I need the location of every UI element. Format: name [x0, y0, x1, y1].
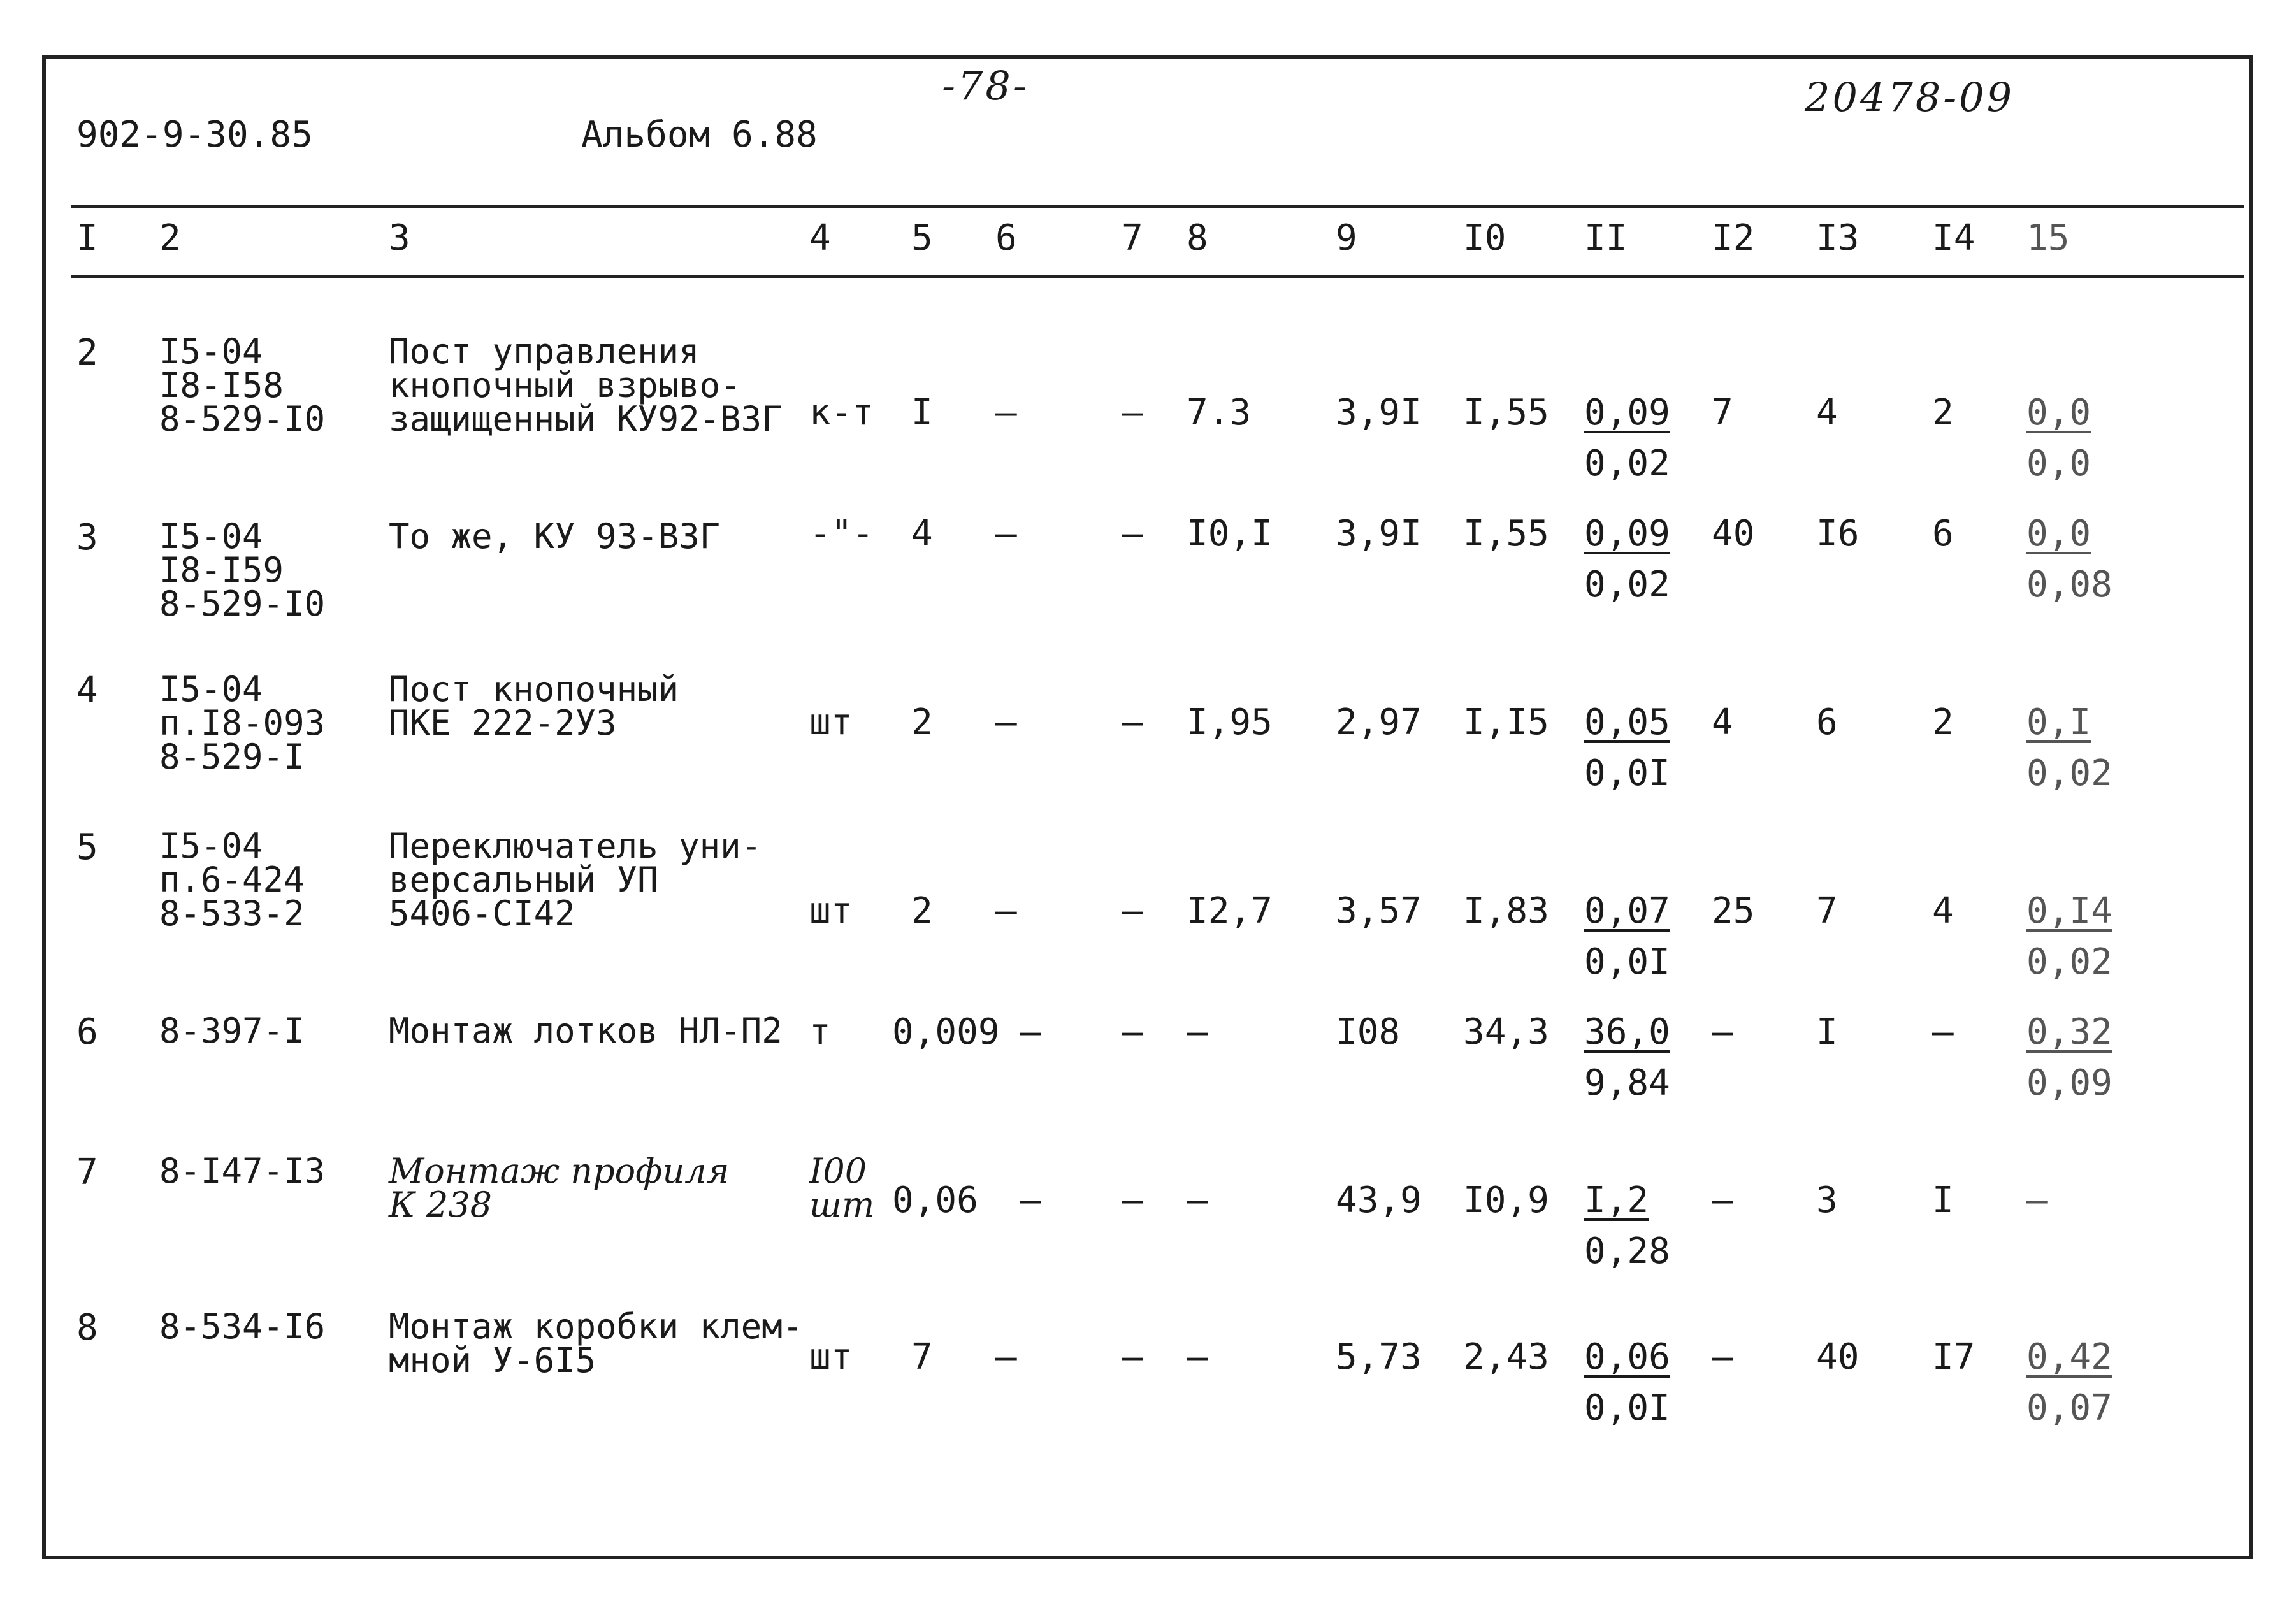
col-7: – — [1122, 1011, 1143, 1053]
col-11-top: 0,09 — [1584, 392, 1670, 433]
column-header-6: 6 — [995, 217, 1017, 259]
sheet-number: 20478-09 — [1805, 74, 2015, 120]
column-header-top-rule — [71, 205, 2244, 208]
col-13: I6 — [1816, 513, 1859, 554]
col-15-top: 0,0 — [2026, 392, 2091, 433]
col-6: – — [995, 513, 1017, 554]
col-14: 2 — [1932, 702, 1954, 743]
col-6: – — [995, 890, 1017, 932]
col-7: – — [1122, 1180, 1143, 1221]
norm-codes: I5-04 п.I8-093 8-529-I — [159, 669, 326, 777]
work-name: Пост управления кнопочный взрыво- защищенный КУ92-ВЗГ — [389, 331, 783, 439]
col-13: 6 — [1816, 702, 1838, 743]
col-12: – — [1712, 1180, 1733, 1221]
column-header-13: I3 — [1816, 217, 1859, 259]
col-12: 4 — [1712, 702, 1733, 743]
col-14: 2 — [1932, 392, 1954, 433]
col-13: 4 — [1816, 392, 1838, 433]
col-14: – — [1932, 1011, 1954, 1053]
col-7: – — [1122, 513, 1143, 554]
row-number: 5 — [76, 827, 98, 868]
column-header-8: 8 — [1187, 217, 1208, 259]
col-15-top: 0,I — [2026, 702, 2091, 743]
work-name: Монтаж профиля К 238 — [389, 1151, 730, 1225]
col-12: – — [1712, 1336, 1733, 1378]
col-14: 6 — [1932, 513, 1954, 554]
col-7: – — [1122, 392, 1143, 433]
col-11-top: 36,0 — [1584, 1011, 1670, 1053]
column-header-2: 2 — [159, 217, 181, 259]
col-10: I,I5 — [1463, 702, 1549, 743]
unit: шт — [809, 890, 853, 932]
col-15-top: 0,42 — [2026, 1336, 2112, 1378]
col-9: 5,73 — [1336, 1336, 1422, 1378]
quantity: 7 — [911, 1336, 933, 1378]
col-8: – — [1187, 1336, 1208, 1378]
col-9: 3,9I — [1336, 392, 1422, 433]
col-9: 43,9 — [1336, 1180, 1422, 1221]
col-6: – — [995, 392, 1017, 433]
row-number: 7 — [76, 1152, 98, 1193]
col-13: 7 — [1816, 890, 1838, 932]
col-7: – — [1122, 1336, 1143, 1378]
page-number: -78- — [942, 62, 1029, 109]
col-6: – — [995, 1336, 1017, 1378]
col-15-bottom: 0,09 — [2026, 1062, 2112, 1104]
row-number: 8 — [76, 1307, 98, 1348]
row-number: 2 — [76, 332, 98, 373]
col-7: – — [1122, 702, 1143, 743]
column-header-9: 9 — [1336, 217, 1357, 259]
col-11-bottom: 9,84 — [1584, 1062, 1670, 1104]
norm-codes: I5-04 I8-I59 8-529-I0 — [159, 516, 326, 624]
col-8: 7.3 — [1187, 392, 1252, 433]
col-10: I0,9 — [1463, 1180, 1549, 1221]
col-11-bottom: 0,0I — [1584, 941, 1670, 983]
col-8: – — [1187, 1180, 1208, 1221]
col-15-bottom: 0,02 — [2026, 941, 2112, 983]
column-header-3: 3 — [389, 217, 410, 259]
row-number: 4 — [76, 670, 98, 711]
col-10: 34,3 — [1463, 1011, 1549, 1053]
col-15-bottom: 0,02 — [2026, 753, 2112, 794]
col-12: 7 — [1712, 392, 1733, 433]
work-name: Пост кнопочный ПКЕ 222-2У3 — [389, 669, 679, 743]
col-11-bottom: 0,0I — [1584, 1387, 1670, 1429]
col-15-bottom: 0,08 — [2026, 564, 2112, 605]
column-header-5: 5 — [911, 217, 933, 259]
quantity: 2 — [911, 890, 933, 932]
col-10: I,83 — [1463, 890, 1549, 932]
col-15-top: 0,32 — [2026, 1011, 2112, 1053]
col-11-bottom: 0,02 — [1584, 564, 1670, 605]
col-10: I,55 — [1463, 513, 1549, 554]
col-15-top: 0,I4 — [2026, 890, 2112, 932]
norm-codes: 8-397-I — [159, 1011, 305, 1051]
quantity: 4 — [911, 513, 933, 554]
norm-codes: 8-534-I6 — [159, 1306, 326, 1347]
page-frame — [42, 55, 2253, 1559]
col-6: – — [1020, 1180, 1041, 1221]
unit: шт — [809, 1336, 853, 1378]
col-15-bottom: 0,07 — [2026, 1387, 2112, 1429]
col-10: 2,43 — [1463, 1336, 1549, 1378]
col-14: 4 — [1932, 890, 1954, 932]
unit: т — [809, 1011, 831, 1053]
work-name: Переключатель уни- версальный УП 5406-СI42 — [389, 826, 762, 934]
column-header-7: 7 — [1122, 217, 1143, 259]
col-8: I,95 — [1187, 702, 1273, 743]
column-header-1: I — [76, 217, 98, 259]
col-11-top: I,2 — [1584, 1180, 1649, 1221]
quantity: 0,06 — [892, 1180, 978, 1221]
col-12: 40 — [1712, 513, 1755, 554]
col-6: – — [995, 702, 1017, 743]
quantity: I — [911, 392, 933, 433]
col-15-bottom: 0,0 — [2026, 443, 2091, 484]
col-11-top: 0,05 — [1584, 702, 1670, 743]
unit: шт — [809, 702, 853, 743]
col-11-top: 0,07 — [1584, 890, 1670, 932]
col-8: – — [1187, 1011, 1208, 1053]
col-12: 25 — [1712, 890, 1755, 932]
column-header-15: 15 — [2026, 217, 2070, 259]
norm-codes: 8-I47-I3 — [159, 1151, 326, 1191]
col-7: – — [1122, 890, 1143, 932]
col-15-top: 0,0 — [2026, 513, 2091, 554]
unit: I00 шт — [809, 1151, 875, 1225]
column-header-bottom-rule — [71, 275, 2244, 278]
col-11-bottom: 0,02 — [1584, 443, 1670, 484]
col-13: I — [1816, 1011, 1838, 1053]
column-header-4: 4 — [809, 217, 831, 259]
col-9: 3,9I — [1336, 513, 1422, 554]
row-number: 3 — [76, 517, 98, 558]
col-8: I0,I — [1187, 513, 1273, 554]
column-header-11: II — [1584, 217, 1628, 259]
col-10: I,55 — [1463, 392, 1549, 433]
norm-codes: I5-04 п.6-424 8-533-2 — [159, 826, 305, 934]
album-label: Альбом 6.88 — [581, 114, 818, 155]
work-name: То же, КУ 93-ВЗГ — [389, 516, 721, 556]
col-9: I08 — [1336, 1011, 1401, 1053]
col-14: I — [1932, 1180, 1954, 1221]
work-name: Монтаж коробки клем- мной У-6I5 — [389, 1306, 804, 1380]
quantity: 0,009 — [892, 1011, 1000, 1053]
col-12: – — [1712, 1011, 1733, 1053]
unit: -"- — [809, 513, 874, 554]
norm-codes: I5-04 I8-I58 8-529-I0 — [159, 331, 326, 439]
col-9: 3,57 — [1336, 890, 1422, 932]
col-6: – — [1020, 1011, 1041, 1053]
unit: к-т — [809, 392, 874, 433]
col-13: 40 — [1816, 1336, 1859, 1378]
column-header-10: I0 — [1463, 217, 1506, 259]
col-11-top: 0,09 — [1584, 513, 1670, 554]
col-14: I7 — [1932, 1336, 1975, 1378]
col-11-bottom: 0,0I — [1584, 753, 1670, 794]
quantity: 2 — [911, 702, 933, 743]
column-header-14: I4 — [1932, 217, 1975, 259]
row-number: 6 — [76, 1011, 98, 1053]
col-8: I2,7 — [1187, 890, 1273, 932]
col-11-top: 0,06 — [1584, 1336, 1670, 1378]
col-13: 3 — [1816, 1180, 1838, 1221]
column-header-12: I2 — [1712, 217, 1755, 259]
work-name: Монтаж лотков НЛ-П2 — [389, 1011, 783, 1051]
doc-code: 902-9-30.85 — [76, 114, 313, 155]
col-9: 2,97 — [1336, 702, 1422, 743]
col-15-top: – — [2026, 1180, 2048, 1221]
col-11-bottom: 0,28 — [1584, 1231, 1670, 1272]
